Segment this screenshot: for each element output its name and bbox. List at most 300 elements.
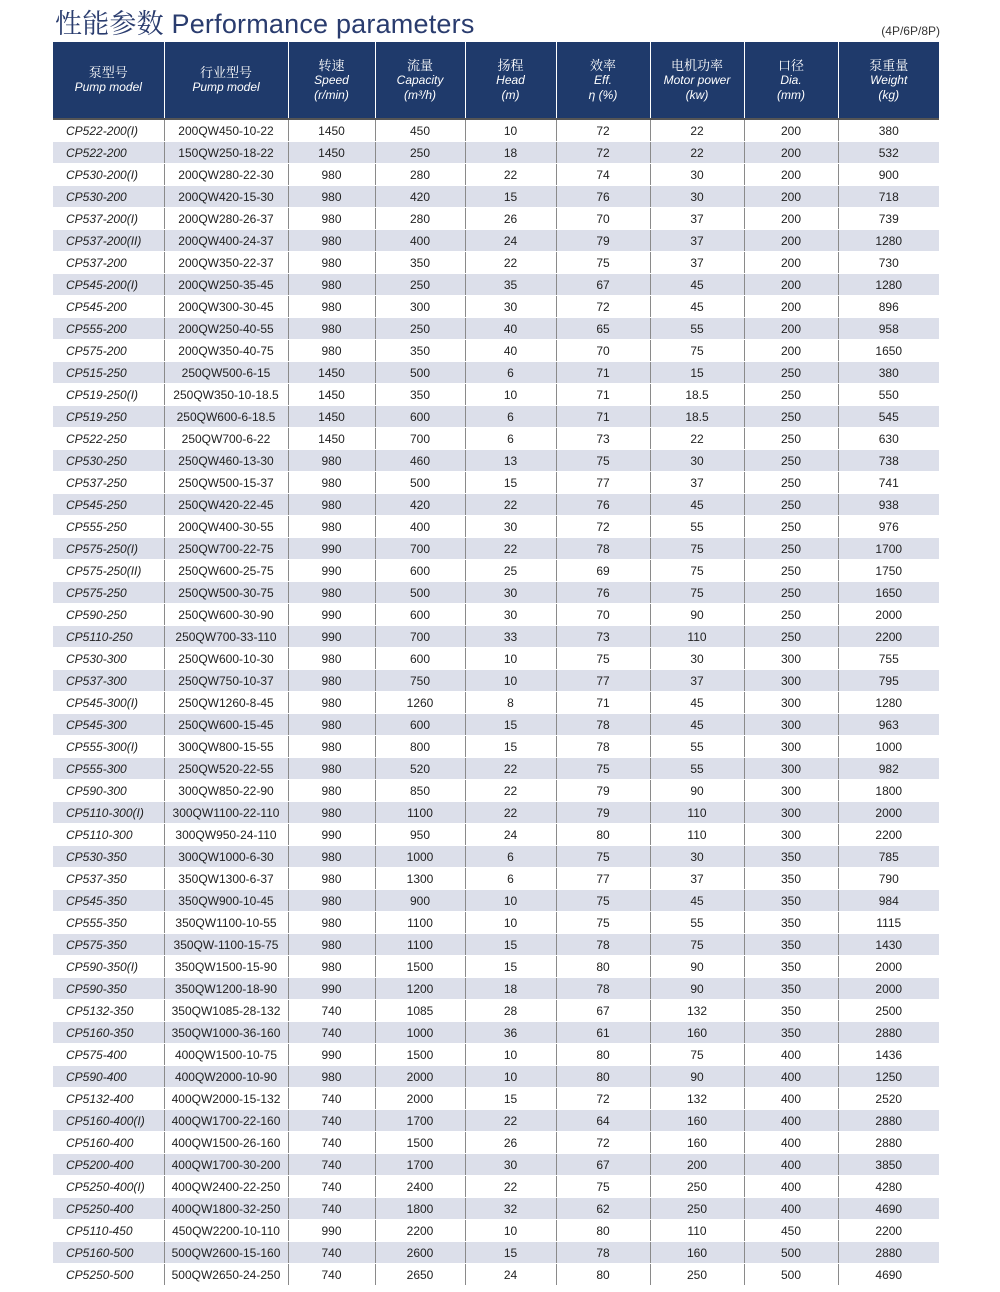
table-cell: 500 (375, 362, 465, 384)
table-cell: 4280 (838, 1176, 939, 1198)
table-cell: 1450 (288, 142, 375, 164)
table-cell: 740 (288, 1176, 375, 1198)
table-cell: 400 (375, 516, 465, 538)
table-row (53, 516, 939, 538)
pump-model-cell: CP519-250(I) (53, 384, 164, 406)
table-cell: 75 (556, 846, 650, 868)
table-cell: 250QW460-13-30 (164, 450, 288, 472)
table-cell: 1280 (838, 274, 939, 296)
table-cell: 250 (375, 274, 465, 296)
table-cell: 55 (650, 912, 744, 934)
table-cell: 200 (744, 119, 838, 142)
table-cell: 64 (556, 1110, 650, 1132)
table-cell: 37 (650, 208, 744, 230)
table-cell: 980 (288, 956, 375, 978)
table-cell: 300 (744, 648, 838, 670)
table-cell: 37 (650, 868, 744, 890)
table-cell: 400 (744, 1198, 838, 1220)
table-cell: 200QW450-10-22 (164, 119, 288, 142)
table-cell: 40 (465, 318, 556, 340)
table-row (53, 494, 939, 516)
table-cell: 250 (744, 516, 838, 538)
table-cell: 500 (375, 582, 465, 604)
column-header-en: Pump model (74, 80, 142, 94)
table-cell: 2400 (375, 1176, 465, 1198)
table-cell: 600 (375, 604, 465, 626)
table-cell: 18.5 (650, 384, 744, 406)
table-cell: 990 (288, 538, 375, 560)
pump-model-cell: CP537-200(I) (53, 208, 164, 230)
table-cell: 938 (838, 494, 939, 516)
table-cell: 980 (288, 208, 375, 230)
table-row (53, 912, 939, 934)
table-cell: 200QW280-22-30 (164, 164, 288, 186)
pump-model-cell: CP5160-400 (53, 1132, 164, 1154)
pump-model-cell: CP555-300(I) (53, 736, 164, 758)
table-cell: 738 (838, 450, 939, 472)
pump-model-cell: CP545-350 (53, 890, 164, 912)
table-cell: 2200 (375, 1220, 465, 1242)
table-cell: 750 (375, 670, 465, 692)
table-cell: 740 (288, 1198, 375, 1220)
table-row (53, 164, 939, 186)
pump-model-cell: CP5132-350 (53, 1000, 164, 1022)
table-cell: 3850 (838, 1154, 939, 1176)
table-cell: 300 (744, 670, 838, 692)
table-cell: 6 (465, 362, 556, 384)
table-cell: 160 (650, 1022, 744, 1044)
table-cell: 6 (465, 846, 556, 868)
pump-model-cell: CP5110-300(I) (53, 802, 164, 824)
table-cell: 532 (838, 142, 939, 164)
table-row (53, 1000, 939, 1022)
table-cell: 350QW1085-28-132 (164, 1000, 288, 1022)
table-cell: 250QW600-30-90 (164, 604, 288, 626)
table-cell: 790 (838, 868, 939, 890)
table-row (53, 846, 939, 868)
table-cell: 350 (375, 340, 465, 362)
table-cell: 740 (288, 1242, 375, 1264)
table-cell: 250QW750-10-37 (164, 670, 288, 692)
table-cell: 26 (465, 208, 556, 230)
pump-model-cell: CP545-250 (53, 494, 164, 516)
table-cell: 67 (556, 1154, 650, 1176)
table-cell: 250QW1260-8-45 (164, 692, 288, 714)
table-cell: 500 (375, 472, 465, 494)
table-cell: 250QW520-22-55 (164, 758, 288, 780)
table-cell: 740 (288, 1154, 375, 1176)
pump-model-cell: CP5250-400(I) (53, 1176, 164, 1198)
table-cell: 4690 (838, 1264, 939, 1286)
column-header-cn: 行业型号 (199, 65, 252, 80)
table-row (53, 868, 939, 890)
table-cell: 600 (375, 560, 465, 582)
table-cell: 2000 (838, 978, 939, 1000)
table-cell: 75 (556, 912, 650, 934)
table-row (53, 736, 939, 758)
pump-model-cell: CP575-250 (53, 582, 164, 604)
table-cell: 990 (288, 824, 375, 846)
pump-model-cell: CP5132-400 (53, 1088, 164, 1110)
table-cell: 980 (288, 252, 375, 274)
table-row (53, 582, 939, 604)
table-row (53, 1242, 939, 1264)
table-cell: 160 (650, 1242, 744, 1264)
table-cell: 37 (650, 472, 744, 494)
table-cell: 980 (288, 714, 375, 736)
table-cell: 72 (556, 1088, 650, 1110)
table-cell: 75 (650, 1044, 744, 1066)
pump-model-cell: CP5110-250 (53, 626, 164, 648)
table-cell: 90 (650, 978, 744, 1000)
table-cell: 250QW600-15-45 (164, 714, 288, 736)
table-cell: 460 (375, 450, 465, 472)
table-cell: 15 (465, 186, 556, 208)
table-cell: 30 (650, 450, 744, 472)
table-cell: 69 (556, 560, 650, 582)
table-cell: 250QW600-10-30 (164, 648, 288, 670)
table-cell: 740 (288, 1088, 375, 1110)
table-cell: 990 (288, 978, 375, 1000)
table-cell: 30 (650, 186, 744, 208)
table-cell: 18.5 (650, 406, 744, 428)
pump-model-cell: CP515-250 (53, 362, 164, 384)
table-cell: 61 (556, 1022, 650, 1044)
column-header (53, 42, 164, 119)
column-header-en: Eff. (593, 72, 612, 87)
table-cell: 200QW280-26-37 (164, 208, 288, 230)
table-cell: 700 (375, 538, 465, 560)
table-cell: 980 (288, 296, 375, 318)
table-row (53, 119, 939, 142)
table-row (53, 692, 939, 714)
column-header (164, 42, 288, 119)
table-cell: 67 (556, 1000, 650, 1022)
table-cell: 250 (744, 384, 838, 406)
table-cell: 350 (744, 890, 838, 912)
table-row (53, 472, 939, 494)
column-header-cn: 泵重量 (869, 57, 909, 73)
table-row (53, 714, 939, 736)
table-cell: 740 (288, 1022, 375, 1044)
table-row (53, 978, 939, 1000)
pump-model-cell: CP5250-500 (53, 1264, 164, 1286)
table-cell: 1115 (838, 912, 939, 934)
table-cell: 300QW850-22-90 (164, 780, 288, 802)
table-cell: 740 (288, 1132, 375, 1154)
table-cell: 963 (838, 714, 939, 736)
table-cell: 980 (288, 318, 375, 340)
table-cell: 250 (744, 450, 838, 472)
table-cell: 2880 (838, 1022, 939, 1044)
table-cell: 1700 (838, 538, 939, 560)
table-cell: 990 (288, 1220, 375, 1242)
table-cell: 980 (288, 230, 375, 252)
table-cell: 980 (288, 890, 375, 912)
table-cell: 600 (375, 648, 465, 670)
table-cell: 2200 (838, 626, 939, 648)
table-cell: 160 (650, 1110, 744, 1132)
table-row (53, 1066, 939, 1088)
table-cell: 250QW500-15-37 (164, 472, 288, 494)
pump-model-cell: CP530-300 (53, 648, 164, 670)
table-cell: 980 (288, 868, 375, 890)
column-header-en: Capacity (396, 72, 444, 87)
table-cell: 8 (465, 692, 556, 714)
table-cell: 250 (744, 538, 838, 560)
table-cell: 36 (465, 1022, 556, 1044)
column-header-unit: (kg) (878, 87, 900, 102)
table-cell: 73 (556, 428, 650, 450)
table-cell: 67 (556, 274, 650, 296)
pump-model-cell: CP537-350 (53, 868, 164, 890)
table-cell: 280 (375, 164, 465, 186)
table-cell: 75 (556, 450, 650, 472)
table-cell: 400QW1800-32-250 (164, 1198, 288, 1220)
table-cell: 80 (556, 1044, 650, 1066)
table-cell: 2000 (838, 802, 939, 824)
table-cell: 2880 (838, 1132, 939, 1154)
table-cell: 32 (465, 1198, 556, 1220)
table-cell: 300 (375, 296, 465, 318)
table-cell: 200QW420-15-30 (164, 186, 288, 208)
column-header-cn: 扬程 (497, 57, 524, 73)
table-cell: 600 (375, 406, 465, 428)
pump-model-cell: CP590-350(I) (53, 956, 164, 978)
table-cell: 980 (288, 340, 375, 362)
table-cell: 200 (744, 318, 838, 340)
table-cell: 55 (650, 758, 744, 780)
table-cell: 4690 (838, 1198, 939, 1220)
pump-model-cell: CP537-200(II) (53, 230, 164, 252)
table-cell: 30 (650, 648, 744, 670)
table-cell: 200 (744, 296, 838, 318)
table-cell: 350 (375, 252, 465, 274)
table-cell: 40 (465, 340, 556, 362)
table-cell: 15 (650, 362, 744, 384)
table-cell: 37 (650, 230, 744, 252)
table-cell: 900 (838, 164, 939, 186)
table-cell: 77 (556, 670, 650, 692)
table-cell: 1000 (838, 736, 939, 758)
pump-model-cell: CP575-200 (53, 340, 164, 362)
table-cell: 76 (556, 186, 650, 208)
table-cell: 350QW1000-36-160 (164, 1022, 288, 1044)
table-cell: 15 (465, 472, 556, 494)
table-cell: 980 (288, 472, 375, 494)
table-cell: 200 (744, 252, 838, 274)
table-cell: 1000 (375, 1022, 465, 1044)
table-cell: 1000 (375, 846, 465, 868)
column-header (744, 42, 838, 119)
table-row (53, 1154, 939, 1176)
column-header-cn: 流量 (406, 57, 433, 73)
table-cell: 300 (744, 824, 838, 846)
table-cell: 22 (465, 164, 556, 186)
table-cell: 2880 (838, 1242, 939, 1264)
table-cell: 400QW2000-15-132 (164, 1088, 288, 1110)
table-cell: 200 (650, 1154, 744, 1176)
table-cell: 980 (288, 164, 375, 186)
table-cell: 400QW1700-30-200 (164, 1154, 288, 1176)
table-cell: 10 (465, 1066, 556, 1088)
table-cell: 22 (465, 494, 556, 516)
table-cell: 1700 (375, 1154, 465, 1176)
pump-model-cell: CP537-300 (53, 670, 164, 692)
pump-model-cell: CP530-200(I) (53, 164, 164, 186)
table-cell: 420 (375, 186, 465, 208)
table-cell: 980 (288, 274, 375, 296)
table-cell: 200 (744, 274, 838, 296)
table-cell: 250 (744, 604, 838, 626)
pump-model-cell: CP537-250 (53, 472, 164, 494)
column-header-en: Head (496, 72, 525, 87)
column-header-unit: (r/min) (314, 87, 349, 102)
table-cell: 30 (650, 846, 744, 868)
table-cell: 80 (556, 1220, 650, 1242)
table-cell: 700 (375, 428, 465, 450)
table-cell: 700 (375, 626, 465, 648)
table-cell: 18 (465, 142, 556, 164)
table-cell: 22 (465, 758, 556, 780)
table-cell: 22 (465, 252, 556, 274)
table-cell: 980 (288, 934, 375, 956)
table-cell: 55 (650, 318, 744, 340)
table-cell: 200QW300-30-45 (164, 296, 288, 318)
table-cell: 45 (650, 890, 744, 912)
table-cell: 6 (465, 428, 556, 450)
table-cell: 15 (465, 714, 556, 736)
column-header (650, 42, 744, 119)
column-header (465, 42, 556, 119)
table-cell: 110 (650, 802, 744, 824)
table-cell: 350QW1100-10-55 (164, 912, 288, 934)
table-cell: 400 (744, 1088, 838, 1110)
table-cell: 1280 (838, 230, 939, 252)
table-cell: 980 (288, 802, 375, 824)
pump-model-cell: CP575-400 (53, 1044, 164, 1066)
table-row (53, 252, 939, 274)
table-cell: 33 (465, 626, 556, 648)
table-cell: 75 (556, 648, 650, 670)
table-cell: 250QW700-6-22 (164, 428, 288, 450)
table-cell: 545 (838, 406, 939, 428)
pump-model-cell: CP545-200 (53, 296, 164, 318)
table-row (53, 1110, 939, 1132)
table-cell: 400 (744, 1176, 838, 1198)
table-cell: 1500 (375, 1132, 465, 1154)
table-cell: 400 (744, 1066, 838, 1088)
column-header-en: Speed (314, 72, 349, 87)
column-header-cn: 电机功率 (670, 57, 723, 73)
table-cell: 250 (744, 472, 838, 494)
table-cell: 75 (556, 252, 650, 274)
table-cell: 400 (375, 230, 465, 252)
table-cell: 420 (375, 494, 465, 516)
table-cell: 300QW1100-22-110 (164, 802, 288, 824)
table-cell: 10 (465, 1044, 556, 1066)
table-cell: 72 (556, 296, 650, 318)
table-cell: 1200 (375, 978, 465, 1000)
table-cell: 37 (650, 252, 744, 274)
pump-model-cell: CP530-250 (53, 450, 164, 472)
table-cell: 22 (650, 119, 744, 142)
table-cell: 755 (838, 648, 939, 670)
table-cell: 78 (556, 538, 650, 560)
pump-model-cell: CP522-200(I) (53, 119, 164, 142)
table-cell: 10 (465, 1220, 556, 1242)
pump-model-cell: CP5200-400 (53, 1154, 164, 1176)
table-cell: 22 (465, 780, 556, 802)
pump-model-cell: CP545-300(I) (53, 692, 164, 714)
table-cell: 730 (838, 252, 939, 274)
column-header-unit: (kw) (685, 87, 709, 102)
page-title: 性能参数 Performance parameters (55, 9, 475, 39)
table-row (53, 142, 939, 164)
table-cell: 630 (838, 428, 939, 450)
table-cell: 300 (744, 758, 838, 780)
table-cell: 78 (556, 714, 650, 736)
pump-model-cell: CP522-200 (53, 142, 164, 164)
table-cell: 795 (838, 670, 939, 692)
table-cell: 300 (744, 802, 838, 824)
table-cell: 250 (744, 406, 838, 428)
table-cell: 2000 (375, 1088, 465, 1110)
table-cell: 15 (465, 1242, 556, 1264)
pump-model-cell: CP545-300 (53, 714, 164, 736)
table-cell: 55 (650, 736, 744, 758)
table-cell: 400 (744, 1110, 838, 1132)
pump-model-cell: CP5250-400 (53, 1198, 164, 1220)
table-cell: 250 (744, 428, 838, 450)
table-cell: 200QW400-30-55 (164, 516, 288, 538)
pump-model-cell: CP555-200 (53, 318, 164, 340)
table-cell: 380 (838, 119, 939, 142)
table-cell: 10 (465, 670, 556, 692)
column-header (288, 42, 375, 119)
table-cell: 350 (744, 846, 838, 868)
column-header-unit: η (%) (588, 87, 618, 102)
table-cell: 110 (650, 824, 744, 846)
table-cell: 350 (375, 384, 465, 406)
table-cell: 250QW350-10-18.5 (164, 384, 288, 406)
table-cell: 22 (465, 802, 556, 824)
table-cell: 30 (650, 164, 744, 186)
table-cell: 250 (744, 626, 838, 648)
table-cell: 75 (650, 934, 744, 956)
table-cell: 984 (838, 890, 939, 912)
table-row (53, 1132, 939, 1154)
table-cell: 1450 (288, 428, 375, 450)
table-row (53, 230, 939, 252)
table-cell: 740 (288, 1000, 375, 1022)
table-cell: 350QW1200-18-90 (164, 978, 288, 1000)
table-cell: 520 (375, 758, 465, 780)
table-cell: 15 (465, 1088, 556, 1110)
table-cell: 30 (465, 604, 556, 626)
table-cell: 77 (556, 472, 650, 494)
table-cell: 1436 (838, 1044, 939, 1066)
table-cell: 80 (556, 824, 650, 846)
table-cell: 2000 (838, 604, 939, 626)
table-cell: 250 (650, 1176, 744, 1198)
table-cell: 1450 (288, 384, 375, 406)
table-cell: 71 (556, 692, 650, 714)
table-cell: 150QW250-18-22 (164, 142, 288, 164)
table-cell: 450QW2200-10-110 (164, 1220, 288, 1242)
table-cell: 982 (838, 758, 939, 780)
table-cell: 400QW2400-22-250 (164, 1176, 288, 1198)
